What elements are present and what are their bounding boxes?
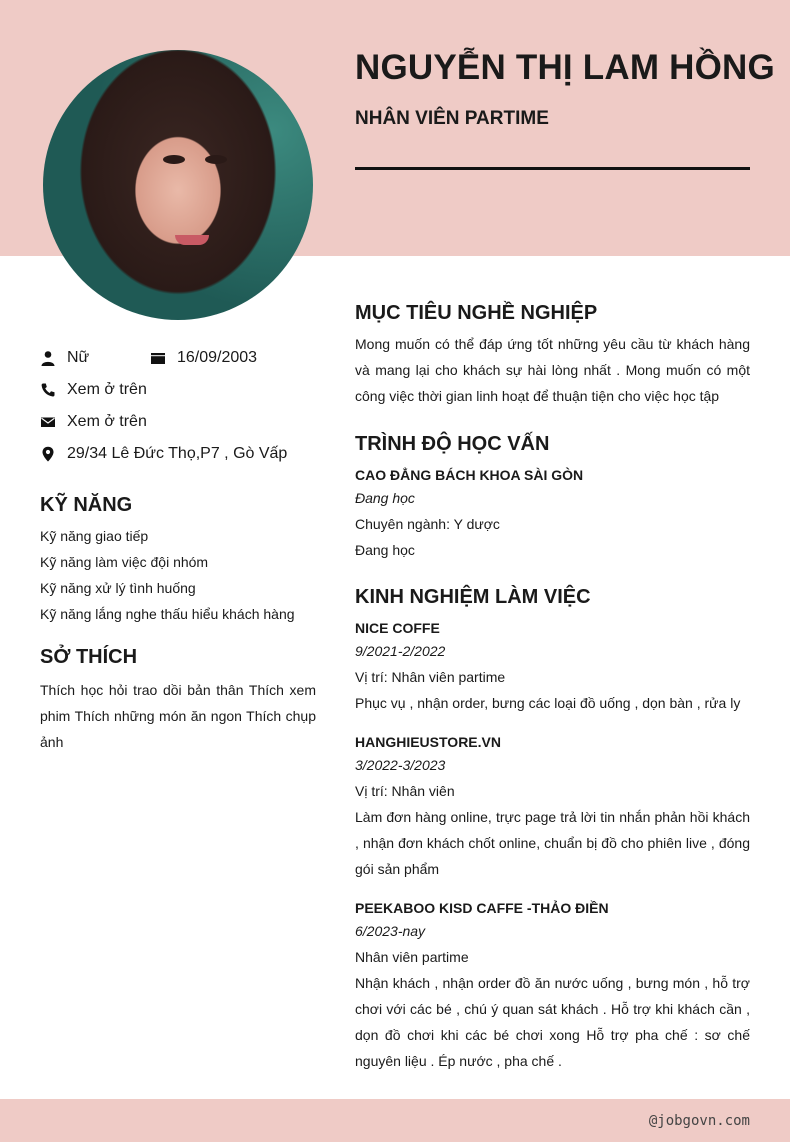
- location-pin-icon: [40, 446, 56, 462]
- email-value: Xem ở trên: [67, 413, 147, 430]
- school-name: CAO ĐẲNG BÁCH KHOA SÀI GÒN: [355, 467, 584, 483]
- skill-item: Kỹ năng xử lý tình huống: [40, 580, 196, 596]
- personal-info-row: [40, 342, 316, 374]
- education-status: Đang học: [355, 490, 415, 506]
- job-position: Vị trí: Nhân viên partime: [355, 669, 506, 685]
- education-title: TRÌNH ĐỘ HỌC VẤN: [355, 433, 550, 455]
- skill-item: Kỹ năng làm việc đội nhóm: [40, 554, 209, 570]
- job-description: Nhận khách , nhận order đồ ăn nước uống , bưng món , hỗ trợ chơi với các bé , chú ý quan sát khách . Hỗ trợ khi khách cần , dọn đồ chơi khi các bé chơi xong Hỗ trợ pha chế : sơ chế nguyên liệu . Ép nước , pha chế .: [355, 975, 750, 1069]
- experience-section: [355, 586, 750, 1074]
- job-company: PEEKABOO KISD CAFFE -THẢO ĐIỀN: [355, 900, 609, 916]
- gender-value: Nữ: [67, 349, 90, 366]
- mail-icon: [40, 414, 56, 430]
- calendar-icon: [150, 350, 166, 366]
- footer-credit: @jobgovn.com: [648, 1113, 750, 1129]
- photo-eye-right: [205, 155, 227, 164]
- job-entry: [355, 732, 750, 882]
- job-entry: [355, 618, 750, 716]
- experience-title: KINH NGHIỆM LÀM VIỆC: [355, 586, 591, 608]
- skill-item: Kỹ năng lắng nghe thấu hiểu khách hàng: [40, 606, 295, 622]
- candidate-name: NGUYỄN THỊ LAM HỒNG: [355, 48, 775, 87]
- skill-item: Kỹ năng giao tiếp: [40, 528, 149, 544]
- job-company: NICE COFFE: [355, 620, 440, 636]
- objective-section: [355, 302, 750, 409]
- address-row: [40, 438, 316, 470]
- education-note: Đang học: [355, 542, 415, 558]
- job-entry: [355, 898, 750, 1074]
- person-icon: [40, 350, 56, 366]
- photo-mouth: [175, 235, 209, 245]
- skills-list: [40, 523, 316, 627]
- hobbies-title: SỞ THÍCH: [40, 646, 138, 668]
- job-period: 6/2023-nay: [355, 923, 426, 939]
- phone-value: Xem ở trên: [67, 381, 147, 398]
- address-value: 29/34 Lê Đức Thọ,P7 , Gò Vấp: [67, 445, 288, 462]
- job-description: Làm đơn hàng online, trực page trả lời tin nhắn phản hồi khách , nhận đơn khách chốt online, chuẩn bị đồ cho phiên live , đóng gói sản phẩm: [355, 809, 750, 877]
- name-divider: [355, 167, 750, 170]
- education-section: [355, 433, 750, 563]
- email-row: [40, 406, 316, 438]
- job-description: Phục vụ , nhận order, bưng các loại đồ uống , dọn bàn , rửa ly: [355, 695, 741, 711]
- hobbies-text: Thích học hỏi trao dồi bản thân Thích xem phim Thích những món ăn ngon Thích chụp ảnh: [40, 682, 316, 750]
- objective-title: MỤC TIÊU NGHỀ NGHIỆP: [355, 302, 598, 324]
- gender-row: [40, 342, 150, 374]
- left-column: [40, 342, 316, 755]
- education-major: Chuyên ngành: Y dược: [355, 516, 500, 532]
- job-position: Vị trí: Nhân viên: [355, 783, 455, 799]
- skills-title: KỸ NĂNG: [40, 494, 133, 516]
- photo-eye-left: [163, 155, 185, 164]
- birthdate-value: 16/09/2003: [177, 349, 258, 366]
- job-position: Nhân viên partime: [355, 949, 469, 965]
- objective-text: Mong muốn có thể đáp ứng tốt những yêu cầu từ khách hàng và mang lại cho khách sự hài lòng nhất . Mong muốn có một công việc thời gian linh hoạt để thuận tiện cho việc học tập: [355, 336, 750, 404]
- job-period: 3/2022-3/2023: [355, 757, 446, 773]
- hobbies-section: [40, 646, 316, 755]
- candidate-role: NHÂN VIÊN PARTIME: [355, 108, 549, 129]
- phone-row: [40, 374, 316, 406]
- birthdate-row: [150, 342, 257, 374]
- phone-icon: [40, 382, 56, 398]
- profile-photo: [43, 50, 313, 320]
- skills-section: [40, 494, 316, 627]
- job-period: 9/2021-2/2022: [355, 643, 446, 659]
- job-company: HANGHIEUSTORE.VN: [355, 734, 501, 750]
